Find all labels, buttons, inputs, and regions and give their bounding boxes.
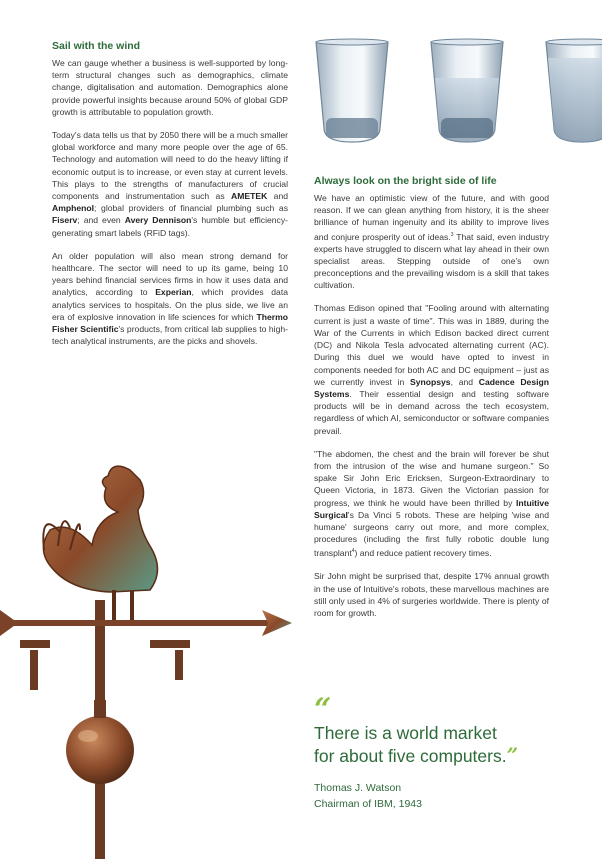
quote-author-role: Chairman of IBM, 1943 xyxy=(314,798,422,810)
glass-half xyxy=(431,39,503,142)
section-heading-bright-side: Always look on the bright side of life xyxy=(314,175,497,187)
quote-line-1: There is a world market xyxy=(314,723,497,743)
company-ametek: AMETEK xyxy=(231,191,268,202)
company-experian: Experian xyxy=(155,287,192,298)
glasses-image xyxy=(300,30,602,160)
company-intuitive-surgical: Intuitive Surgical xyxy=(314,497,549,520)
quote-attribution xyxy=(314,780,584,812)
section-heading-sail: Sail with the wind xyxy=(52,40,141,52)
glass-full xyxy=(546,39,602,142)
company-synopsys: Synopsys xyxy=(409,376,451,387)
left-paragraph-2: Today's data tells us that by 2050 there will be a much smaller global workforce and many more people over the age of 65. Technology and automation will need to do the heavy lifting if economic output is to increase, or even stay at current levels. This plays to the strengths of manufacturers of crucial components and instrumentation such as AMETEK and Amphenol; global providers of financial plumbing such as Fiserv; and even Avery Dennison's humble but efficiency-generating smart labels (RFiD tags). xyxy=(52,130,289,238)
right-paragraph-2: Thomas Edison opined that "Fooling around with alternating current is just a waste of time". This was in 1889, during the War of the Currents in which Edison backed direct current (DC) and Nikola Tesla advocated alternating current (AC). During this duel we would have opted to invest in components needed for both AC and DC equipment – just as we currently invest in Synopsys, and Cadence Design Systems. Their essential design and testing software products will be in demand across the tech ecosystem, regardless of which AI, semiconductor or software companies prevail. xyxy=(314,303,549,436)
company-avery-dennison: Avery Dennison xyxy=(124,215,192,226)
left-column xyxy=(52,40,288,358)
right-paragraph-1: We have an optimistic view of the future, and with good reason. If we can glean anything from history, it is the sheer brilliance of human ingenuity and its ability to improve lives and conjure prosperity out of ideas.$^3$ That said, even industry experts have struggled to discern what lay ahead in their own specialist areas. Stepping outside of one's own preconceptions and the prevailing wisdom is a skill that takes cultivation. xyxy=(314,193,549,291)
footnote-4: 4 xyxy=(351,548,355,555)
close-quote-mark: ” xyxy=(506,743,519,767)
quote-author: Thomas J. Watson xyxy=(314,782,402,794)
right-paragraph-3: "The abdomen, the chest and the brain will forever be shut from the intrusion of the wise and humane surgeon." So spake Sir John Eric Ericksen, Surgeon-Extraordinary to Queen Victoria, in 1873. Given the Victorian passion for progress, we think he would have been thrilled by Intuitive Surgical's Da Vinci 5 robots. These are helping 'wise and humane' surgeons carry out more, and more complex, procedures (including the first fully robotic double lung transplant$^4$) and reduce patient recovery times. xyxy=(314,448,549,559)
company-fiserv: Fiserv xyxy=(52,215,78,226)
company-amphenol: Amphenol xyxy=(52,203,95,214)
right-paragraph-4: Sir John might be surprised that, despite 17% annual growth in the use of Intuitive's robots, these marvellous machines are still only used in 4% of surgeries worldwide. There is plenty of room for growth. xyxy=(314,571,549,619)
pull-quote xyxy=(314,692,584,812)
open-quote-mark: “ xyxy=(314,692,332,727)
company-cadence: Cadence Design Systems xyxy=(314,376,549,399)
left-paragraph-3: An older population will also mean strong demand for healthcare. The sector will need to up its game, being 10 years behind financial services firms in how it uses data and analytics, according to Experian, which provides data analytics services to hospitals. On the plus side, we live an era of explosive innovation in life sciences for which Thermo Fisher Scientific's products, from critical lab supplies to high-tech analytical instruments, are the picks and shovels. xyxy=(52,250,288,347)
glass-empty xyxy=(316,39,388,142)
footnote-3: 3 xyxy=(450,231,454,238)
quote-text xyxy=(314,722,584,768)
company-thermo-fisher: Thermo Fisher Scientific xyxy=(52,311,288,335)
right-column xyxy=(314,175,549,630)
quote-line-2: for about five computers. xyxy=(314,746,507,766)
weathervane-image xyxy=(0,450,300,859)
left-paragraph-1: We can gauge whether a business is well-supported by long-term structural changes such as demographics, climate change, digitalisation and automation. Demographics alone provide powerful insights because around 50% of global GDP growth is attributable to population growth. xyxy=(52,58,288,117)
